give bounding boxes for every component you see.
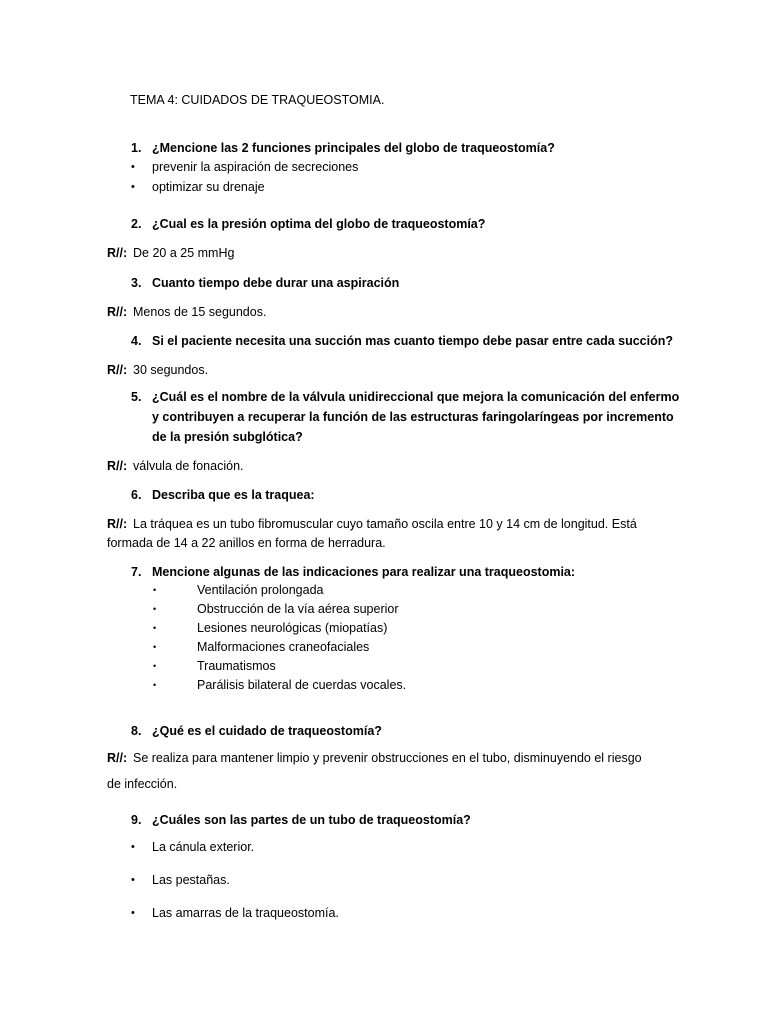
answer-text: formada de 14 a 22 anillos en forma de herradura. <box>107 536 386 550</box>
question-text: ¿Qué es el cuidado de traqueostomía? <box>152 724 382 738</box>
answer-text: 30 segundos. <box>133 363 209 377</box>
answer-prefix: R//: <box>107 517 128 531</box>
list-item: Las pestañas. <box>152 873 230 887</box>
answer-text: de infección. <box>107 777 178 791</box>
answer-prefix: R//: <box>107 305 128 319</box>
question-number: 4. <box>131 334 142 348</box>
page-title: TEMA 4: CUIDADOS DE TRAQUEOSTOMIA. <box>130 93 385 107</box>
list-item: Lesiones neurológicas (miopatías) <box>197 621 388 635</box>
question-text: Si el paciente necesita una succión mas cuanto tiempo debe pasar entre cada succión? <box>152 334 674 348</box>
answer-prefix: R//: <box>107 459 128 473</box>
answer-text: De 20 a 25 mmHg <box>133 246 235 260</box>
bullet-icon: • <box>153 585 157 595</box>
bullet-icon: • <box>153 642 157 652</box>
answer-prefix: R//: <box>107 363 128 377</box>
question-text: ¿Mencione las 2 funciones principales del globo de traqueostomía? <box>152 141 555 155</box>
question-number: 3. <box>131 276 142 290</box>
answer-text: La tráquea es un tubo fibromuscular cuyo tamaño oscila entre 10 y 14 cm de longitud. Está <box>133 517 637 531</box>
answer-prefix: R//: <box>107 246 128 260</box>
question-text: de la presión subglótica? <box>152 430 303 444</box>
bullet-icon: • <box>153 604 157 614</box>
answer-text: válvula de fonación. <box>133 459 244 473</box>
bullet-icon: • <box>131 181 135 193</box>
question-text: Cuanto tiempo debe durar una aspiración <box>152 276 400 290</box>
list-item: Ventilación prolongada <box>197 583 324 597</box>
question-text: ¿Cuál es el nombre de la válvula unidireccional que mejora la comunicación del enfermo <box>152 390 680 404</box>
question-text: Mencione algunas de las indicaciones para realizar una traqueostomia: <box>152 565 576 579</box>
question-number: 2. <box>131 217 142 231</box>
answer-text: Menos de 15 segundos. <box>133 305 267 319</box>
question-number: 7. <box>131 565 142 579</box>
answer-text: Se realiza para mantener limpio y prevenir obstrucciones en el tubo, disminuyendo el riesgo <box>133 751 642 765</box>
list-item: La cánula exterior. <box>152 840 255 854</box>
bullet-icon: • <box>131 907 135 919</box>
bullet-icon: • <box>131 874 135 886</box>
question-number: 8. <box>131 724 142 738</box>
list-item: Obstrucción de la vía aérea superior <box>197 602 399 616</box>
question-number: 5. <box>131 390 142 404</box>
question-number: 6. <box>131 488 142 502</box>
bullet-icon: • <box>131 161 135 173</box>
answer-prefix: R//: <box>107 751 128 765</box>
question-text: Describa que es la traquea: <box>152 488 315 502</box>
question-number: 9. <box>131 813 142 827</box>
list-item: Las amarras de la traqueostomía. <box>152 906 339 920</box>
list-item: optimizar su drenaje <box>152 180 265 194</box>
list-item: Malformaciones craneofaciales <box>197 640 370 654</box>
list-item: Traumatismos <box>197 659 276 673</box>
question-text: y contribuyen a recuperar la función de las estructuras faringolaríngeas por incremento <box>152 410 674 424</box>
question-text: ¿Cual es la presión optima del globo de traqueostomía? <box>152 217 486 231</box>
list-item: Parálisis bilateral de cuerdas vocales. <box>197 678 407 692</box>
bullet-icon: • <box>153 661 157 671</box>
bullet-icon: • <box>131 841 135 853</box>
bullet-icon: • <box>153 680 157 690</box>
list-item: prevenir la aspiración de secreciones <box>152 160 359 174</box>
question-number: 1. <box>131 141 142 155</box>
bullet-icon: • <box>153 623 157 633</box>
question-text: ¿Cuáles son las partes de un tubo de traqueostomía? <box>152 813 471 827</box>
